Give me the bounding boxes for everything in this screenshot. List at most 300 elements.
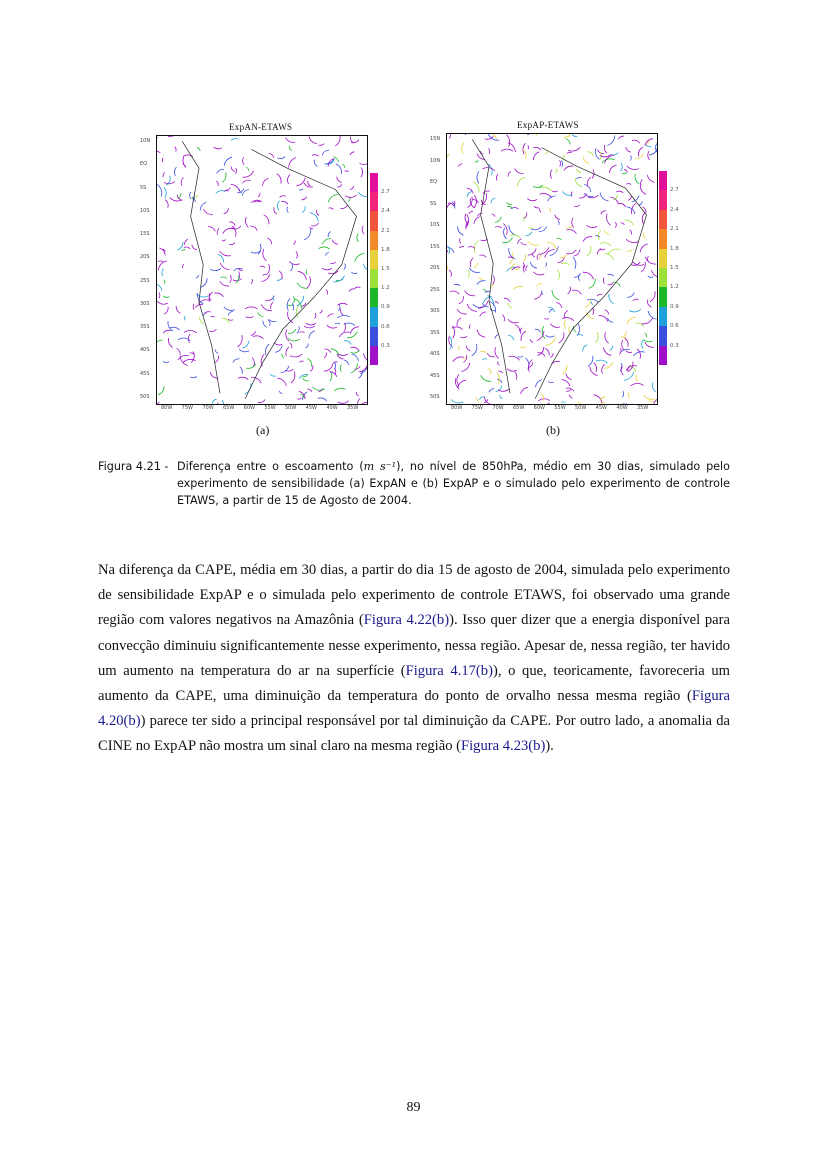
streamline — [286, 329, 289, 341]
streamline — [495, 302, 499, 304]
streamline — [477, 330, 485, 338]
streamline — [558, 270, 560, 280]
streamline — [324, 352, 326, 358]
streamline — [289, 145, 292, 150]
streamline — [360, 364, 367, 374]
streamline — [312, 155, 319, 157]
colorbar-segment — [659, 307, 667, 326]
streamline — [300, 332, 305, 333]
y-tick-label: 35S — [140, 324, 150, 331]
streamline — [215, 349, 218, 353]
streamline — [559, 332, 564, 343]
streamline — [641, 262, 645, 272]
streamline — [600, 243, 611, 246]
streamline — [306, 323, 316, 325]
streamline — [198, 293, 204, 304]
colorbar-segment — [659, 326, 667, 345]
streamline — [238, 377, 248, 380]
streamline — [621, 163, 623, 172]
streamline — [546, 335, 555, 337]
streamline — [633, 352, 644, 356]
streamline — [190, 377, 197, 378]
streamline — [636, 375, 638, 382]
streamline — [335, 323, 340, 324]
streamline — [467, 304, 477, 311]
streamline — [314, 160, 317, 167]
streamline — [652, 382, 655, 392]
streamline — [645, 257, 656, 264]
streamline — [550, 246, 559, 256]
streamline — [197, 148, 200, 151]
streamline — [165, 200, 168, 208]
streamline — [246, 167, 248, 171]
streamline — [184, 330, 197, 332]
streamline — [447, 203, 451, 214]
streamline — [544, 318, 548, 319]
y-tick-label: 40S — [430, 351, 440, 357]
streamline — [564, 166, 573, 170]
x-tick-label: 75W — [471, 405, 483, 411]
streamline — [487, 353, 494, 357]
streamline — [626, 183, 631, 184]
streamline — [299, 189, 303, 190]
streamline — [604, 230, 609, 235]
streamline — [488, 368, 491, 375]
streamline — [572, 135, 577, 137]
colorbar-tick-label: 2.1 — [670, 226, 679, 233]
streamline — [254, 201, 260, 202]
streamline — [635, 174, 639, 184]
colorbar-segment — [370, 346, 378, 365]
streamline — [609, 294, 614, 304]
streamline — [599, 315, 608, 321]
streamline — [508, 303, 513, 307]
colorbar-segment — [370, 211, 378, 230]
streamline — [231, 185, 240, 192]
streamline — [502, 237, 512, 242]
colorbar-tick-label: 1.5 — [381, 266, 390, 272]
streamline — [644, 395, 656, 399]
streamline — [204, 209, 213, 215]
colorbar-tick-label: 2.7 — [381, 189, 390, 196]
streamline — [351, 347, 360, 350]
streamline — [627, 317, 635, 323]
streamline — [267, 264, 269, 274]
streamline — [646, 145, 652, 147]
streamline — [595, 332, 598, 343]
streamline — [573, 257, 576, 269]
streamline — [550, 353, 553, 357]
streamline — [479, 397, 484, 400]
streamline — [462, 143, 465, 155]
streamline — [507, 135, 510, 147]
y-tick-label: 15S — [430, 243, 440, 250]
streamline — [597, 294, 602, 296]
streamline — [525, 232, 531, 236]
streamline — [609, 165, 616, 173]
streamline — [608, 274, 614, 276]
streamline — [504, 228, 507, 239]
streamline — [157, 151, 160, 153]
streamline — [214, 147, 222, 149]
colorbar-segment — [659, 190, 667, 209]
streamline — [348, 198, 350, 202]
streamline — [177, 348, 181, 355]
streamline — [287, 207, 288, 213]
streamline — [298, 271, 307, 279]
colorbar-tick-label: 0.6 — [381, 323, 390, 330]
streamline — [533, 272, 544, 275]
streamline — [220, 251, 232, 256]
streamline — [347, 332, 357, 338]
panel-b-label: (b) — [546, 423, 560, 437]
streamline — [588, 356, 593, 367]
streamline — [530, 262, 537, 268]
x-tick-label: 70W — [492, 405, 504, 411]
streamline — [164, 280, 165, 284]
streamline — [449, 336, 453, 348]
streamline — [296, 251, 298, 258]
streamline — [643, 233, 645, 239]
streamline — [350, 186, 354, 190]
colorbar-segment — [370, 192, 378, 211]
streamline — [520, 328, 522, 334]
streamline — [462, 363, 470, 372]
streamline — [477, 171, 479, 183]
streamline — [627, 166, 639, 170]
streamline — [488, 148, 489, 153]
streamline — [296, 305, 299, 317]
streamline — [538, 399, 550, 401]
streamline — [641, 318, 652, 324]
streamline — [290, 343, 292, 349]
streamline — [258, 244, 261, 255]
streamline — [336, 164, 342, 174]
y-tick-label: 35S — [430, 329, 440, 336]
streamline — [250, 226, 257, 231]
colorbar-tick-label: 1.2 — [381, 285, 390, 292]
streamline — [364, 264, 368, 271]
x-tick-label: 50W — [285, 405, 297, 411]
streamline — [337, 184, 342, 187]
streamline — [625, 220, 634, 225]
streamline — [577, 169, 582, 172]
streamline — [520, 347, 526, 348]
streamline — [164, 307, 168, 314]
streamline — [572, 290, 582, 294]
streamline — [564, 320, 566, 329]
streamline — [632, 203, 637, 214]
streamline — [214, 293, 223, 297]
streamline — [458, 226, 464, 235]
streamline — [324, 364, 333, 371]
streamline — [164, 187, 166, 198]
streamline — [529, 228, 533, 229]
streamline — [230, 222, 236, 226]
streamline — [303, 378, 309, 381]
streamline — [595, 236, 600, 237]
streamline — [177, 242, 183, 250]
streamline — [625, 332, 627, 338]
panel-a-map — [156, 135, 368, 405]
streamline — [616, 191, 623, 193]
streamline — [243, 180, 251, 183]
streamline — [496, 174, 498, 180]
streamline — [351, 351, 360, 353]
streamline — [639, 202, 643, 206]
colorbar-segment — [659, 249, 667, 268]
streamline — [307, 277, 311, 289]
streamline — [301, 197, 306, 200]
streamline — [188, 334, 190, 343]
streamline — [631, 262, 640, 265]
colorbar-segment — [370, 269, 378, 288]
streamline — [546, 262, 547, 266]
streamline — [534, 293, 542, 299]
streamline — [498, 361, 500, 365]
figure-ref-4-22b[interactable]: Figura 4.22(b) — [363, 612, 450, 629]
streamline — [521, 331, 526, 341]
streamline — [635, 154, 644, 159]
streamline — [231, 167, 235, 172]
streamline — [216, 181, 218, 186]
colorbar-tick-label: 2.1 — [381, 227, 390, 234]
streamline — [293, 296, 294, 303]
streamline — [641, 180, 643, 186]
y-tick-label: 5S — [430, 200, 437, 207]
streamline — [589, 279, 595, 289]
streamline — [461, 134, 466, 135]
streamline — [460, 238, 461, 243]
streamline — [340, 365, 341, 372]
streamline — [157, 138, 158, 140]
streamline — [647, 175, 654, 183]
streamline — [270, 374, 276, 376]
streamline — [530, 339, 533, 342]
streamline — [304, 326, 315, 328]
streamline — [626, 351, 632, 353]
streamline — [350, 136, 354, 143]
streamline — [338, 304, 340, 311]
streamline — [293, 240, 295, 244]
streamline — [286, 138, 296, 143]
streamline — [273, 295, 274, 300]
streamline — [521, 387, 529, 394]
colorbar-tick-label: 0.3 — [670, 342, 679, 349]
streamline — [464, 355, 467, 362]
streamline — [587, 177, 591, 186]
streamline — [474, 217, 480, 224]
streamline — [626, 239, 638, 243]
streamline — [253, 336, 264, 339]
streamline — [566, 139, 571, 145]
streamline — [224, 307, 235, 311]
streamline — [345, 195, 356, 197]
streamline — [624, 169, 627, 172]
streamline — [600, 397, 605, 402]
streamline — [648, 151, 650, 160]
streamline — [605, 310, 609, 315]
streamline — [221, 277, 227, 279]
streamline — [344, 341, 351, 345]
streamline — [508, 257, 513, 258]
streamline — [297, 283, 308, 288]
streamline — [546, 403, 550, 404]
y-tick-label: 45S — [430, 372, 440, 379]
streamline — [183, 157, 186, 167]
streamline — [184, 247, 190, 249]
streamline — [644, 340, 653, 342]
streamline — [157, 301, 168, 304]
colorbar-segment — [659, 268, 667, 287]
streamline — [470, 258, 473, 267]
streamline — [286, 347, 289, 356]
streamline — [621, 337, 625, 339]
streamline — [508, 335, 514, 340]
streamline — [618, 136, 624, 139]
streamline — [549, 309, 552, 313]
y-tick-label: 45S — [140, 370, 150, 377]
x-tick-label: 45W — [595, 405, 607, 411]
streamline — [627, 293, 634, 298]
streamline — [467, 197, 472, 208]
streamline — [205, 312, 211, 314]
streamline — [638, 147, 642, 156]
streamline — [158, 261, 167, 270]
streamline — [528, 242, 539, 246]
streamline — [184, 316, 185, 320]
streamline — [324, 349, 331, 353]
streamline — [269, 154, 274, 158]
streamline — [330, 262, 335, 264]
streamline — [220, 281, 229, 286]
streamline — [508, 172, 511, 177]
streamline — [449, 134, 451, 139]
streamline — [568, 147, 580, 151]
streamline — [281, 201, 288, 204]
streamline — [615, 222, 616, 228]
streamline — [335, 362, 336, 369]
streamline — [577, 324, 579, 336]
streamline — [555, 215, 560, 220]
streamline — [492, 214, 496, 217]
streamline — [243, 157, 245, 164]
streamline — [566, 374, 572, 380]
streamline — [447, 154, 450, 166]
streamline — [545, 349, 549, 356]
streamline — [235, 168, 236, 174]
streamline — [474, 263, 477, 268]
y-tick-label: 20S — [430, 265, 440, 271]
streamline — [521, 242, 527, 245]
streamline — [550, 170, 552, 179]
figure-caption — [98, 458, 730, 509]
streamline — [569, 395, 572, 398]
streamline — [461, 336, 468, 337]
streamline — [478, 213, 483, 216]
streamline — [240, 367, 242, 374]
figure-ref-4-17b[interactable]: Figura 4.17(b) — [405, 662, 493, 679]
streamline — [208, 227, 215, 232]
streamline — [451, 400, 464, 403]
colorbar-segment — [659, 171, 667, 190]
streamline — [605, 332, 609, 343]
figure-ref-4-23b[interactable]: Figura 4.23(b) — [461, 738, 546, 755]
streamline — [610, 346, 613, 351]
streamline — [209, 329, 216, 331]
streamline — [297, 178, 306, 186]
streamline — [289, 261, 299, 264]
body-paragraph — [98, 558, 730, 760]
streamline — [548, 382, 553, 383]
x-tick-label: 60W — [243, 405, 255, 411]
streamline — [307, 389, 312, 392]
streamline — [277, 157, 285, 159]
body-text-3: ), o que, teoricamente, favoreceria um aumento da CAPE, uma diminuição da temperatura do ponto de orvalho nessa mesma região ( — [98, 662, 730, 705]
caption-text-2: ), no nível de 850hPa, médio em 30 dias, simulado pelo experimento de sensibilidade (a) ExpAN e (b) ExpAP e o simulado pelo experimento de controle ETAWS, a partir de 15 de Agosto de 2004. — [177, 460, 731, 507]
streamline — [287, 305, 293, 306]
streamline — [157, 284, 162, 291]
streamline — [163, 172, 165, 177]
streamline — [290, 354, 302, 357]
streamline — [157, 340, 162, 346]
colorbar-tick-label: 2.4 — [670, 206, 679, 213]
streamline — [352, 354, 359, 362]
streamline — [477, 281, 486, 285]
streamline — [351, 363, 358, 373]
streamline — [217, 228, 219, 234]
streamline — [242, 341, 249, 348]
streamline — [602, 364, 605, 373]
streamline — [341, 309, 344, 316]
streamline — [288, 339, 299, 341]
streamline — [500, 395, 503, 398]
streamline — [645, 139, 653, 146]
streamline — [263, 178, 269, 186]
streamline — [469, 211, 473, 214]
figure-ref-4-20b[interactable]: Figura 4.20(b) — [98, 688, 730, 730]
streamline — [579, 193, 587, 198]
streamline — [495, 335, 498, 339]
streamline — [292, 303, 294, 310]
streamline — [642, 340, 644, 349]
streamline — [622, 173, 627, 174]
streamline — [517, 177, 525, 187]
streamline — [212, 399, 217, 403]
x-tick-label: 75W — [181, 405, 193, 411]
streamline — [480, 312, 487, 316]
streamline — [466, 345, 470, 350]
streamline — [309, 136, 317, 143]
streamline — [343, 164, 345, 167]
streamline — [355, 253, 365, 261]
streamline — [297, 326, 299, 333]
streamline — [339, 332, 349, 337]
panel-b-title: ExpAP-ETAWS — [517, 120, 579, 130]
streamline — [651, 270, 657, 277]
colorbar-tick-label: 2.4 — [381, 208, 390, 215]
caption-lead: Figura 4.21 - — [98, 460, 169, 473]
streamline — [549, 208, 551, 212]
streamline — [354, 287, 360, 289]
colorbar-tick-label: 1.2 — [670, 284, 679, 291]
streamline — [528, 249, 536, 256]
streamline — [350, 327, 359, 334]
streamline — [168, 321, 173, 331]
streamline — [457, 318, 461, 326]
streamline — [585, 299, 591, 307]
streamline — [575, 179, 582, 187]
